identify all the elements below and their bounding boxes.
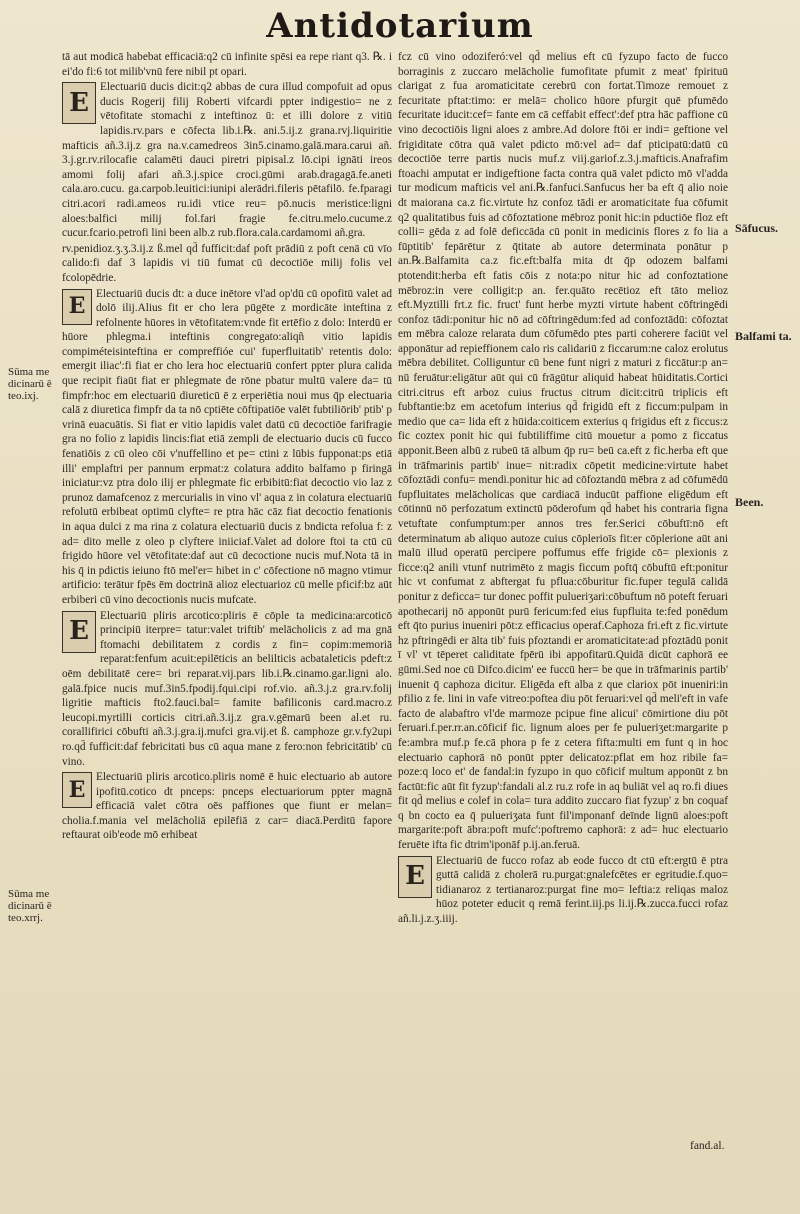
paragraph: E Electuariū pliris arcotico:pliris ē cōple ta medicina:arcoticō principiū iterpre= tatur:valet triftib' melācholicis z ad ma gnā ftomachi debilitatem z cordis z fin= copim:memoriā reparat:fenfum acuit:epilēticis an belilticis acbataleticis pdeft:z oēm debilitatē cere= bri reparat.vij.pars lib.i.℞.cinamo.gar.ligni alo. galā.fpice nucis muf.3in5.fpodij.fqui.cipi rof.vio. añ.3.j.z gra.rv.folij ligritie mafticis fto2.fauci.bal= famite bafiliconis card.macro.z leucopi.myrtilli corticis citri.añ.3.ij.z gra.v.gēmarū been al.et ru. corallifirici cōbufti añ.3.j.gra.ij.mufci gra.vij.et ß. camphoze gr.v.fy2upi ro.qd̄ fufficit:daf febricitati bus cū aqua mane z fero:non febricitātib' cū vino.: [62, 609, 392, 768]
margin-note: Sūma me dicinarū ē teo.ixj.: [8, 366, 52, 402]
initial-letter: E: [62, 772, 92, 808]
margin-note: Sūma me dicinarū ē teo.xrrj.: [8, 888, 52, 924]
initial-letter: E: [62, 611, 96, 653]
paragraph: rv.penidioz.ʒ.ʒ.3.ij.z ß.mel qd̄ fufficit:daf poft prādiū z poft cenā cū vīo calido:fi daf 3 lapidis vi tiū fumat cū decoctiōe milij folis vel fcolopēdrie.: [62, 242, 392, 284]
margin-note: Been.: [735, 495, 764, 509]
paragraph: E Electuariū ducis dt: a duce inētore vl'ad op'dū cū opofitū valet ad dolō ilij.Alius fit er cho lera pūgēte z mordicāte inteftina z refolnente hūores in vētofitatem:vnde fit ertēfio z dolo: Interdū er hūore phlegma.i inteftinis congregato:aliqñ vitio lapidis compiméteisinteftina er compreffióe cui' fuperfluitatib' retentis dolo: emergit iliac':fi fiat er cho lera hoc electuariū confert ppter plura calida que recipit fiaūt fiat er phlegmate de rōne pbatur multū valere da= tū fimpfr:hoc em electuariū diureticū ē z erperiētia noui mus q̄p electuaria calā z diuretica fimpfr da ta nō cptiēte cōftipatiōe valēt fubtiliōrib' ptib' p vrinā euacuātis. Si fiat er vitio lapidis valet datū cū decoctiōe farifragie gra no folio z lapidis lincis:fiat etiā zempli de electuario ducis cū fucco fenatiōis z cū oleo cōi v'nuffellino et pe= ctini z lūbis fupponat:ps etiā illi' emplaftri per pannum erpmat:z colatura addito balfamo p firingā iniciatur:vz ptra dolo ilij er phlegmate fic erbibitū:fiat decoctio vio laz z prunoz damafcenoz z mercurialis in vino vl' aqua z in colatura electuariū refolutū erbibeat optimū clyfte= re ptra hāc cāz fiat decoctio fenationis in aqua dulci z ma rina z colatura electuariū ducis z bndicta refolua f: z ad= dito melle z oleo p clyftere iniiciaf.Valet ad dolore ftoi ta ctū cū frigido hūore vel vētofitate:daf aut cū decoctione nucis muf.Nota tā in his q̄ in pdictis ieiuno ftō mel'er= hibet in c' cōfectione nō magno vtimur artificio: terātur fpēs ēm doctrinā alioz electuarioz cū melle pficif:bz aūt erbiberi cū vino decoctionis nucis mufcate.: [62, 287, 392, 606]
right-column: [398, 50, 728, 928]
page-title: Antidotarium: [266, 6, 534, 46]
initial-letter: E: [62, 289, 92, 325]
paragraph: E Electuariū pliris arcotico.pliris nomē ē huic electuario ab autore ipofitū.cotico dt pnceps: pnceps electuariorum ppter magnā efficaciā valet cōtra oēs paffiones que fiunt er melan= cholia.f.mania vel melācholiā epilēfiā z car= diacā.Perditū fapore reftaurat oib'eode mō erhibeat: [62, 771, 392, 842]
initial-letter: E: [398, 856, 432, 898]
initial-letter: E: [62, 82, 96, 124]
catchword: fand.al.: [690, 1140, 725, 1152]
paragraph: E Electuariū ducis dicit:q2 abbas de cura illud compofuit ad opus ducis Rogerij filij Roberti vifcardi ppter indigestio= ne z vētofitate stomachi z inteftinoz ū: et illi dolore z vitiū lapidis.rv.pars e cōfecta lib.i.℞. ani.5.ij.z grana.rvj.liquiritie mafticis añ.3.ij.z gra na.v.camedreos 3in5.cinamo.galā.mara.carui añ. 3.j.gr.rv.rilocafie calamēti dauci piretri pipisal.z lō.cipi ignāti ireos amomi folij afari añ.3.j.spice croci.gūmi arab.dragagā.fe.aneti cala.aro.cucu. ga.carpob.leuitici:iunipi alerādri.fileris pētafilō. fe.fparagi citri.acori radi.ameos ru.idi vtice reu= pō.nucis meristice:ligni aloes:balfici milij fol.fari fragie fe.citru.melo.cucume.z cucur.fcario.petrofi lini been alb.z rub.flora.cala.cardamomi añ.gra.: [62, 81, 392, 240]
left-column: [62, 50, 392, 844]
margin-note: Balfami ta.: [735, 329, 792, 343]
paragraph: tā aut modicā habebat efficaciā:q2 cū infinite spēsi ea repe riant q3. ℞. i ei'do fi:6 tot milib'vnū fere nibil pt opari.: [62, 51, 392, 78]
paragraph: E Electuariū de fucco rofaz ab eode fucco dt ctū eft:ergtū ē ptra guttā calidā z cholerā ru.purgat:gnalefcētes er egritudie.f.quo= tidianaroz z tertianaroz:purgat fine mo= leftia:z reliqas maloz hūoz poteter educit q remā ferint.iij.ps li.ij.℞.zucca.fucci rofaz añ.li.j.z.ʒ.iiij.: [398, 854, 728, 926]
paragraph: fcz cū vino odoziferó:vel qd̄ melius eft cū fyzupo facto de fucco borraginis z zuccaro melācholie fumofitate pfumit z meat' fpirituū clarigat z fua aromaticitate cerebrū con fortat.Timoze remouet z fecuritate pftat:timo: er melā= cholico hūore pfurgit quē pfumēdo fecuritate iducit:cef= fante em cā ceffabit effect':def ptra hāc paffione cū vino decoctiōis ligni aloes z ambre.Ad dolore ftōi er indi= geftione vel frigiditate cōtra quā valet pdicto mō:vel ad= daf pticipatū:datū cū decoctiōe terre partis nucis muf.z viij.gariof.z.3.j.mafticis.Anafrafim ftoachi amputat er indigeftione facta contra quā valet pdicto mō vl'adda tur modicum mafticis vel ani.℞.fanfuci.Sanfucus her ba eft q̄ alio noie dt maiorana ca.z fic.virtute hz confoz tādi er aromaticitate fua cōfumit q2 qualitatibus fuis ad cōfoztatione mēbroz ponit hic:in pductiōe floz eft colli= gēda z ad folē deficcāda cū ponit in medicinis flores z fo lia a fūptitib' fepārētur z q̄titate ab autore determinata ponātur p an.℞.Balfamita ca.z fic.eft:balfa mita dt q̄p odozem balfami ptotendit:herba eft fatis cōis z nota:po nitur hic ad confoztatione mēbroz:in vere colligit:p an. fer.quāto recētioz eft tāto melioz eft.Myztilli frt.z fic. fruct' funt herbe myzti virtute habent cōftringēdi confoz tādi:ponitur hic nō ad cōftringēdum:fed ad confoztādū: cōfoztat em mēbra caloze relarata dum cōfumēdo ptes parti coherere faciūt vel apponātur ad repieffionem calo ris calidariū z ficcarum:ne caloz erolutus mēbra debilitet. Colliguntur cū bene funt nigri z maturi z ficcātur:p an= nū feruātur:eligātur aūt qui cū frāgūtur aliquid habeat hūiditatis.Cortici citri.citrus eft arboz cuius fructus citrum dicit:citrū triplicis eft fubftantie:bz em acetofum interius qd̄ frigidū eft z ficcum:pulpam in medio que ca= lida eft z hūida:coiticem exterius q frigidus eft z ficcus:z fic coztex ponit hic qui fubtiliffime citū mouetur a pomo z ficcatus apponit.Been albū z rubeū tā album q̄p ru= beū ca.eft z fic.herba eft que in trāfmarinis partib' inue= nit:radix cōpetit medicine:virtute habet cōfoztādi confu= mendi.ponitur hic ad cōfoztandū mēbra z ad cōfumēdū fupfluitates melācholicas que cardiacā inducūt paffione eligēdum eft cōtinnū nō perfozatum extinctū pōderofum qd̄ habet his contraria figna vetuftate confumptum:per annos tres fer.Serici cōbuftī:nō eft determinatum ab aliquo autoze cuius cōplerioīs fit:er cōplerione aūt ani malū illud operatū percipere poffumus effe frigide cō= plexionis z ficce:q2 anili vtunf nutrimēto z magis ficcum poftq̄ cōbuftū eft:ponitur hic vt confumat z abftergat fu pflua:cōburitur fic.fuper tegulā calidā ponitur z deficca= tur donec poffit pulueriʒari:cōbuftum nō poteft feruari apothecarij nō apponūt purū fericum:fed eius fupfluita te:fed ponēdum eft q̄to purius inueniri pōt:z efficacius operaf.Caphoza fri.eft z fic.virtute hz pftringēdi er ālta tib' fuis pfoztandi er aromaticitate:ad pfoztādū ponit ī vl' vt tēperet caliditate fpērū ibi appofitarū.Quidā dicūt caphorā ee gūmi.Sed noe cū Difco.dicim' ee fuccū her= be que in trāfmarinis partib' inuenit q̄ caphoza dicitur. Eligēda eft alba z que clariox pōt inueniri:in pfilio z fe. lini in vafe vitreo:poftea diu pōt feruari:vel qd̄ meli'eft in vafe facto de alabaftro vl'de marmoze pcipue fine alicui' cōmirtione diu pōt feruari.f.per.rr.an.cōficif fic. lignum aloes per fe pulueriʒet:margarite p fe:ambra muf.p fe.cā phora p fe z cetera fifta:multi em funt q in hoc electuario caphorā nō ponūt ppter delicatoz:pflat em hoz ribile fa= poze:q loco et' de fandal:in fyzupo in quo cōficif multum apponūt z bn factūt:fic aūt fit fyzup':fandali al.z ru.z rofe in aq buliāt vel aq ro.fi diues fit qd̄ melius e colef in cola= tura addito zuccaro fiat fyzup' z bn coquaf q bn cocto ea q̄ pulueriʒata funt fil'imponanf deīnde lignū aloes:poft margarite:poft ābra:poft mufc':poftremo caphorā: z ad= huc electuario feruēte ifta fic dtrim'iponāf p.ij.an.feruā.: [398, 51, 728, 852]
margin-note: Sāfucus.: [735, 221, 779, 235]
